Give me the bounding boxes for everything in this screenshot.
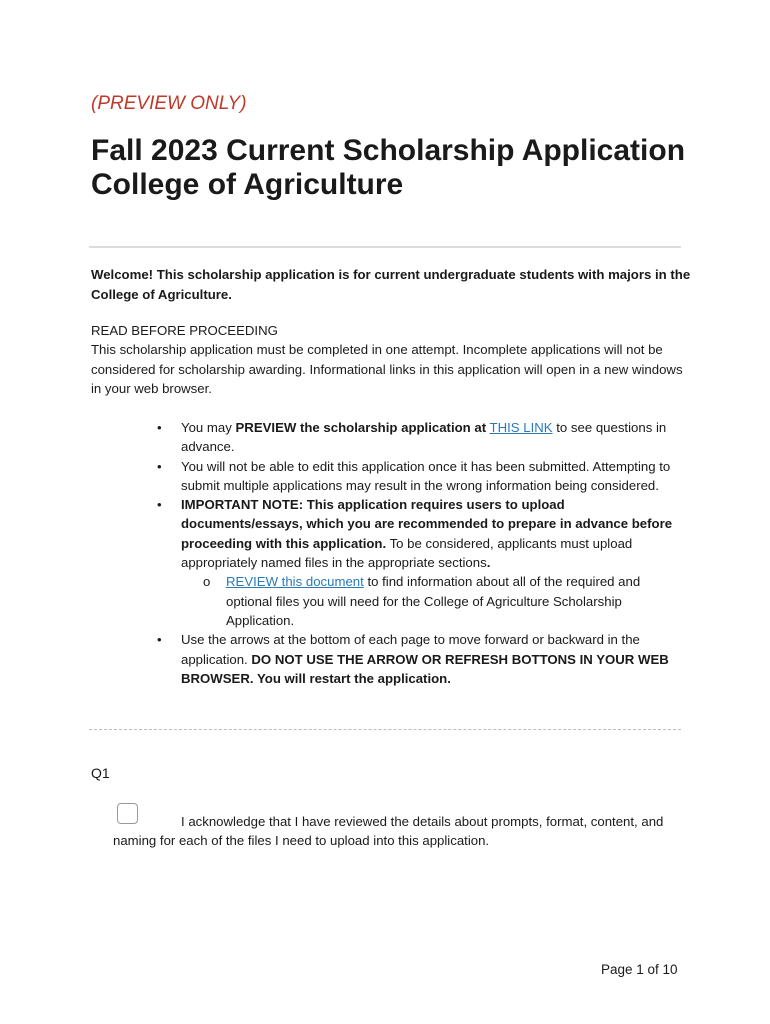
header-divider bbox=[89, 246, 681, 248]
review-document-link[interactable]: REVIEW this document bbox=[226, 574, 364, 590]
acknowledge-text: I acknowledge that I have reviewed the details about prompts, format, content, and naming for each of the files I need to upload into this application. bbox=[113, 814, 664, 848]
bullet-icon: • bbox=[157, 458, 162, 474]
bullet-icon: • bbox=[157, 497, 162, 513]
sub-list bbox=[181, 572, 681, 630]
preview-label: (PREVIEW ONLY) bbox=[91, 93, 247, 114]
page-number: Page 1 of 10 bbox=[601, 962, 678, 977]
sub-bullet-icon: o bbox=[203, 574, 211, 590]
bullet-icon: • bbox=[157, 632, 162, 648]
list-item: • Use the arrows at the bottom of each page to move forward or backward in the application. DO NOT USE THE ARROW OR REFRESH BOTTONS IN YOUR WEB BROWSER. You will restart the application. bbox=[157, 632, 669, 686]
list-item: • You may PREVIEW the scholarship application at THIS LINK to see questions in advance. bbox=[157, 420, 667, 455]
section-divider bbox=[89, 729, 681, 730]
page-title: Fall 2023 Current Scholarship Application College of Agriculture bbox=[91, 134, 686, 201]
read-heading: READ BEFORE PROCEEDING bbox=[91, 323, 278, 338]
sub-list-item: o REVIEW this document to find information about all of the required and optional files you will need for the College of Agriculture Scholarship Application. bbox=[203, 574, 641, 628]
list-item: • IMPORTANT NOTE: This application requires users to upload documents/essays, which you are recommended to prepare in advance before proceeding with this application. To be considered, applicants must upload appropriately named files in the appropriate sections. o REVIEW this document to find information about all of the required and optional files you will need for the College of Agriculture Scholarship Application. bbox=[91, 495, 681, 630]
read-body: This scholarship application must be completed in one attempt. Incomplete applications will not be considered for scholarship awarding. Informational links in this application will open in a new windows in your web browser. bbox=[91, 342, 683, 396]
question-label: Q1 bbox=[91, 765, 110, 781]
welcome-text: Welcome! This scholarship application is for current undergraduate students with majors in the College of Agriculture. bbox=[91, 267, 691, 302]
list-item: • You will not be able to edit this application once it has been submitted. Attempting to submit multiple applications may result in the wrong information being considered. bbox=[157, 458, 671, 493]
preview-link[interactable]: THIS LINK bbox=[489, 420, 553, 435]
bullet-icon: • bbox=[157, 420, 162, 435]
instructions-list bbox=[91, 418, 681, 688]
